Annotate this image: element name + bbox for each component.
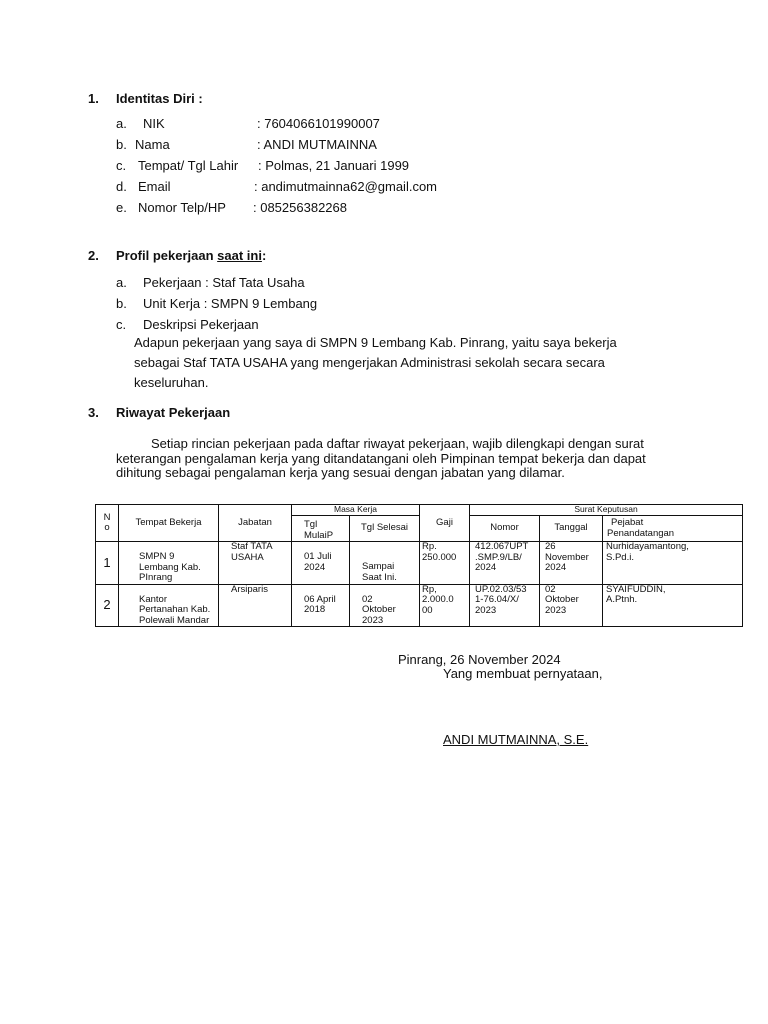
row-1-tempat: SMPN 9 Lembang Kab. PInrang xyxy=(119,542,219,585)
section-2-number: 2. xyxy=(88,248,99,263)
row-2-tanggal: 02 Oktober 2023 xyxy=(540,584,603,627)
header-masa-kerja: Masa Kerja xyxy=(292,505,420,516)
signature-place-date: Pinrang, 26 November 2024 xyxy=(398,652,561,667)
header-pejabat: Pejabat Penandatangan xyxy=(603,516,743,542)
row-1-selesai: Sampai Saat Ini. xyxy=(350,542,420,585)
header-nomor: Nomor xyxy=(470,516,540,542)
header-tanggal: Tanggal xyxy=(540,516,603,542)
section-3-title: Riwayat Pekerjaan xyxy=(116,405,231,420)
row-2-mulai: 06 April 2018 xyxy=(292,584,350,627)
table-header-row-1 xyxy=(96,505,743,516)
header-tgl-mulai: Tgl MulaiP xyxy=(292,516,350,542)
document-page: 1. Identitas Diri : a. NIK : 7604066101990007 b. Nama : ANDI MUTMAINNA c. Tempat/ Tgl Lahir : Polmas, 21 Januari 1999 d. Email : andimutmainna62@gmail.com e. Nomor Telp/HP : 085256382268 2. Profil pekerjaan saat ini: a. Pekerjaan : Staf Tata Usaha b. Unit Kerja : SMPN 9 Lembang c. Deskripsi Pekerjaan Adapun pekerjaan yang saya di SMPN 9 Lembang Kab. Pinrang, yaitu saya bekerja sebagai Staf TATA USAHA yang mengerjakan Administrasi sekolah secara secara keseluruhan. 3. Riwayat Pekerjaan Setiap rincian pekerjaan pada daftar riwayat pekerjaan, wajib dilengkapi dengan surat keterangan pengalaman kerja yang ditandatangani oleh Pimpinan tempat bekerja dan dapat dihitung sebagai pengalaman kerja yang sesuai dengan jabatan yang dilamar. N o Tempat Bekerja Jabatan Masa Kerja Gaji Surat Keputusan Tgl MulaiP Tgl Selesai Nomor Tanggal Pejabat Penandatangan 1 SMPN 9 Lembang Kab. PInrang Staf TATA USAHA 01 Juli 2024 Sampai Saat Ini. Rp. 250.000 412.067UPT .SMP.9/LB/ 2024 26 November 2024 Nurhidayamantong, S.Pd.i. 2 Kantor Pertanahan Kab. Polewali Mandar Arsiparis 06 April 2018 02 Oktober 2023 Rp, 2.000.0 00 UP.02.03/53 1-76.04/X/ 2023 02 Oktober 2023 SYAIFUDDIN, A.Ptnh. Pinrang, 26 November 2024 Yang membuat pernyataan, ANDI MUTMAINNA, S.E. xyxy=(0,0,768,1024)
row-1-nomor: 412.067UPT .SMP.9/LB/ 2024 xyxy=(470,542,540,585)
row-1-gaji: Rp. 250.000 xyxy=(420,542,470,585)
row-1-no: 1 xyxy=(96,542,119,585)
table-row xyxy=(96,542,743,585)
signature-name: ANDI MUTMAINNA, S.E. xyxy=(443,732,589,747)
section-1-title: Identitas Diri : xyxy=(116,91,203,106)
table-row xyxy=(96,584,743,627)
section-2-title: Profil pekerjaan saat ini: xyxy=(116,248,267,263)
row-2-selesai: 02 Oktober 2023 xyxy=(350,584,420,627)
header-no: N o xyxy=(96,505,119,542)
header-tempat-bekerja: Tempat Bekerja xyxy=(119,505,219,542)
row-1-mulai: 01 Juli 2024 xyxy=(292,542,350,585)
row-1-tanggal: 26 November 2024 xyxy=(540,542,603,585)
row-2-tempat: Kantor Pertanahan Kab. Polewali Mandar xyxy=(119,584,219,627)
job-description: Adapun pekerjaan yang saya di SMPN 9 Lembang Kab. Pinrang, yaitu saya bekerja sebagai Staf TATA USAHA yang mengerjakan Administrasi sekolah secara secara keseluruhan. xyxy=(134,335,617,390)
signature-maker: Yang membuat pernyataan, xyxy=(443,666,603,681)
row-2-gaji: Rp, 2.000.0 00 xyxy=(420,584,470,627)
header-tgl-selesai: Tgl Selesai xyxy=(350,516,420,542)
section-1-number: 1. xyxy=(88,91,99,106)
header-surat-keputusan: Surat Keputusan xyxy=(470,505,743,516)
row-1-pejabat: Nurhidayamantong, S.Pd.i. xyxy=(603,542,743,585)
work-history-table xyxy=(95,504,743,627)
row-2-no: 2 xyxy=(96,584,119,627)
header-gaji: Gaji xyxy=(420,505,470,542)
row-2-pejabat: SYAIFUDDIN, A.Ptnh. xyxy=(603,584,743,627)
section-3-number: 3. xyxy=(88,405,99,420)
row-2-nomor: UP.02.03/53 1-76.04/X/ 2023 xyxy=(470,584,540,627)
header-jabatan: Jabatan xyxy=(219,505,292,542)
row-1-jabatan: Staf TATA USAHA xyxy=(219,542,292,585)
work-history-paragraph: Setiap rincian pekerjaan pada daftar riwayat pekerjaan, wajib dilengkapi dengan surat keterangan pengalaman kerja yang ditandatangani oleh Pimpinan tempat bekerja dan dapat dihitung sebagai pengalaman kerja yang sesuai dengan jabatan yang dilamar. xyxy=(116,436,646,480)
row-2-jabatan: Arsiparis xyxy=(219,584,292,627)
